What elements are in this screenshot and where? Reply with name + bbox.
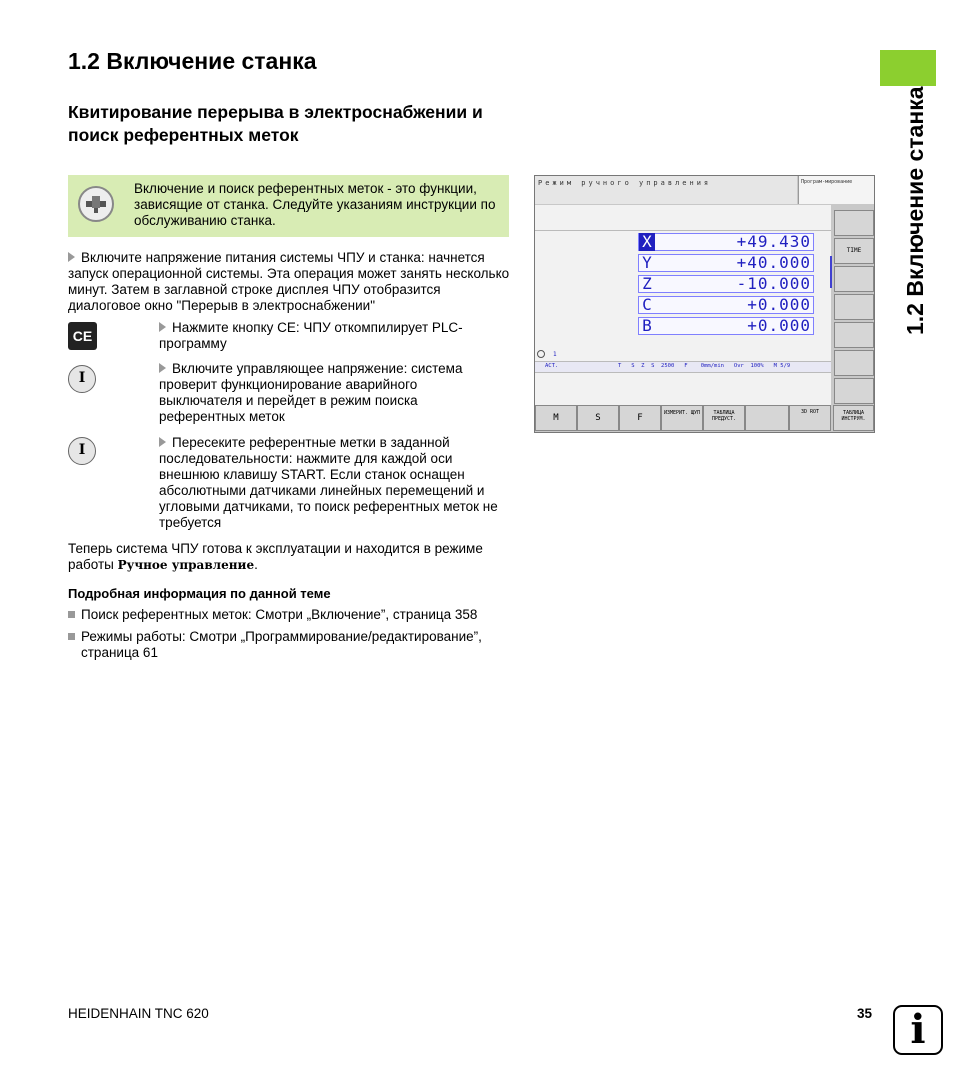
softkey-tool-table[interactable]: ТАБЛИЦА ИНСТРУМ. xyxy=(833,405,874,431)
softkey-empty[interactable] xyxy=(834,266,874,292)
axis-row: C +0.000 xyxy=(638,296,814,314)
page-title: 1.2 Включение станка xyxy=(68,48,317,74)
softkey-m[interactable]: M xyxy=(535,405,577,431)
mode-title: Режим ручного управления xyxy=(538,179,712,187)
softkey-empty[interactable] xyxy=(834,322,874,348)
start-key: I xyxy=(68,437,96,465)
mode-name: Ручное управление xyxy=(117,558,255,572)
softkey-f[interactable]: F xyxy=(619,405,661,431)
axis-row: Y +40.000 xyxy=(638,254,814,272)
arrow-icon xyxy=(159,322,166,332)
softkey-empty[interactable] xyxy=(745,405,789,431)
scroll-indicator xyxy=(830,256,832,288)
step-4: Пересеките референтные метки в заданной последовательности: нажмите для каждой оси внешнюю клавишу START. Если станок оснащен абсолютными датчиками линейных перемещений и угловыми датчиками, то поиск референтных меток не требуется xyxy=(159,435,498,530)
footer-manual: HEIDENHAIN TNC 620 xyxy=(68,1006,209,1021)
status-num: 1 xyxy=(553,351,557,358)
axis-row: B +0.000 xyxy=(638,317,814,335)
axis-row: X +49.430 xyxy=(638,233,814,251)
status-icon xyxy=(537,350,545,358)
softkey-empty[interactable] xyxy=(834,210,874,236)
arrow-icon xyxy=(159,437,166,447)
softkey-preset-table[interactable]: ТАБЛИЦА ПРЕДУСТ. xyxy=(703,405,745,431)
axis-row: Z -10.000 xyxy=(638,275,814,293)
status-left: ACT. xyxy=(545,363,559,369)
ce-key: CE xyxy=(68,322,97,350)
side-title: 1.2 Включение станка xyxy=(902,86,928,335)
machine-dependent-icon xyxy=(78,186,114,222)
step-3: Включите управляющее напряжение: система проверит функционирование аварийного выключателя и перейдет в режим поиска референтных меток xyxy=(159,361,463,424)
status-items: T S Z S 2500 F 0mm/min Ovr 100% M 5/9 xyxy=(618,363,791,369)
step-2: Нажмите кнопку CE: ЧПУ откомпилирует PLC-программу xyxy=(159,320,463,351)
ready-text: Теперь система ЧПУ готова к эксплуатации и находится в режиме работы Ручное управление. xyxy=(68,541,483,572)
corner-label: Програм-мирование xyxy=(801,179,853,185)
arrow-icon xyxy=(68,252,75,262)
divider xyxy=(535,230,831,231)
step-1: Включите напряжение питания системы ЧПУ и станка: начнется запуск операционной системы. Эта операция может занять несколько минут. Затем в заглавной строке дисплея ЧПУ отобразится диалоговое окно "Перерыв в электроснабжении" xyxy=(68,250,510,313)
info-icon: i xyxy=(893,1005,943,1055)
softkey-empty[interactable] xyxy=(834,294,874,320)
bullet-icon xyxy=(68,633,75,640)
bullet-icon xyxy=(68,611,75,618)
page-number: 35 xyxy=(857,1006,873,1021)
softkey-empty[interactable] xyxy=(834,350,874,376)
ref-item: Режимы работы: Смотри „Программирование/редактирование”, страница 61 xyxy=(68,629,512,661)
arrow-icon xyxy=(159,363,166,373)
softkey-empty[interactable] xyxy=(834,378,874,404)
softkey-time[interactable]: TIME xyxy=(834,238,874,264)
softkey-s[interactable]: S xyxy=(577,405,619,431)
note-text: Включение и поиск референтных меток - это функции, зависящие от станка. Следуйте указаниям инструкции по обслуживанию станка. xyxy=(134,181,496,228)
softkey-probe[interactable]: ИЗМЕРИТ. ЩУП xyxy=(661,405,703,431)
section-title: Квитирование перерыва в электроснабжении и поиск референтных меток xyxy=(68,102,483,145)
control-voltage-key: I xyxy=(68,365,96,393)
softkey-3d-rot[interactable]: 3D ROT xyxy=(789,405,831,431)
ref-item: Поиск референтных меток: Смотри „Включение”, страница 358 xyxy=(68,607,512,623)
more-info-heading: Подробная информация по данной теме xyxy=(68,586,331,601)
